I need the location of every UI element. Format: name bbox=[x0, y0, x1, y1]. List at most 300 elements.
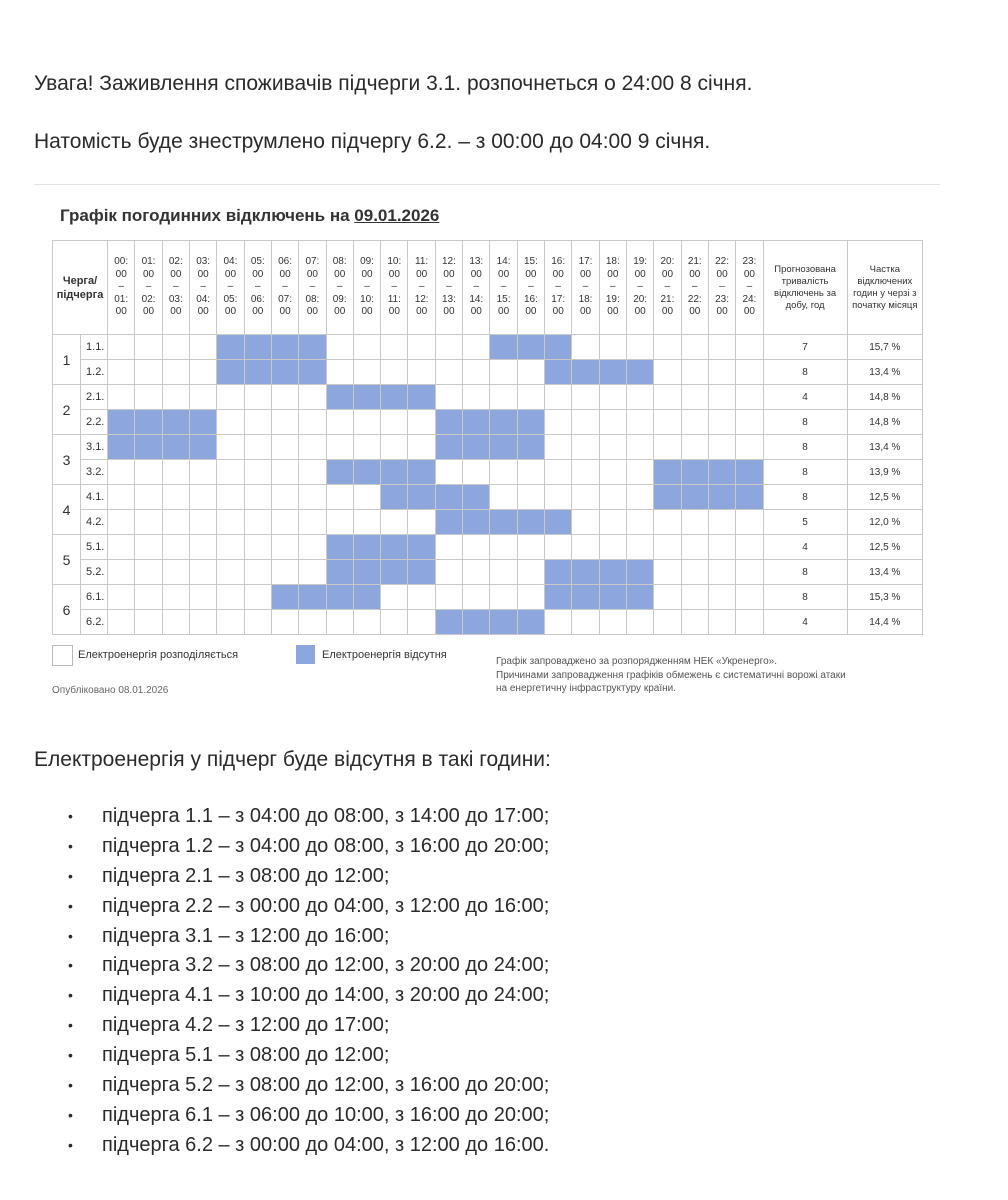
outage-text: підчерга 3.1 – з 12:00 до 16:00; bbox=[102, 924, 390, 947]
hour-cell-on bbox=[626, 485, 653, 510]
hour-header-part: – bbox=[719, 281, 725, 293]
hour-header-part: – bbox=[746, 281, 753, 293]
hour-header-part: 00 bbox=[115, 306, 127, 318]
hour-cell-on bbox=[463, 385, 490, 410]
hour-cell-on bbox=[326, 510, 353, 535]
hour-header-part: 00 bbox=[634, 268, 646, 280]
hour-header-part: 18: bbox=[605, 256, 620, 268]
hour-header-part: 12: bbox=[414, 293, 429, 305]
duration-cell: 8 bbox=[763, 485, 847, 510]
hour-cell-off bbox=[135, 410, 162, 435]
hour-cell-on bbox=[545, 460, 572, 485]
hour-cell-on bbox=[108, 535, 135, 560]
hour-cell-on bbox=[654, 360, 681, 385]
hour-cell-on bbox=[135, 385, 162, 410]
share-cell: 13,4 % bbox=[847, 360, 922, 385]
hour-header-part: 11: bbox=[387, 293, 401, 305]
hour-cell-on bbox=[654, 560, 681, 585]
list-item bbox=[68, 892, 549, 922]
share-cell: 12,5 % bbox=[847, 535, 922, 560]
hour-cell-on bbox=[626, 410, 653, 435]
hour-cell-on bbox=[654, 335, 681, 360]
hour-cell-on bbox=[490, 360, 517, 385]
hour-cell-off bbox=[435, 485, 462, 510]
share-cell: 12,0 % bbox=[847, 510, 922, 535]
subqueue-label: 6.1. bbox=[81, 585, 108, 610]
hour-cell-off bbox=[135, 435, 162, 460]
hour-header-part: 00 bbox=[579, 268, 592, 280]
hour-column-header bbox=[490, 241, 517, 335]
hour-cell-on bbox=[463, 585, 490, 610]
hour-cell-on bbox=[189, 510, 216, 535]
hour-cell-on bbox=[545, 435, 572, 460]
bullet-icon: • bbox=[68, 1077, 73, 1094]
hour-header-part: 05: bbox=[250, 256, 265, 268]
hour-cell-on bbox=[299, 535, 326, 560]
share-cell: 12,5 % bbox=[847, 485, 922, 510]
hour-cell-on bbox=[572, 335, 599, 360]
hour-header-part: 05: bbox=[223, 293, 238, 305]
hour-cell-off bbox=[408, 485, 435, 510]
hour-cell-on bbox=[599, 410, 626, 435]
hour-cell-off bbox=[517, 410, 544, 435]
hour-cell-on bbox=[353, 410, 380, 435]
share-cell: 14,8 % bbox=[847, 385, 922, 410]
hour-cell-on bbox=[408, 510, 435, 535]
hour-cell-off bbox=[244, 335, 271, 360]
hour-cell-on bbox=[490, 460, 517, 485]
hour-cell-off bbox=[299, 335, 326, 360]
hour-header-part: 00 bbox=[388, 268, 400, 280]
hour-cell-on bbox=[353, 360, 380, 385]
queue-group-label: 5 bbox=[53, 535, 81, 585]
table-row bbox=[53, 585, 923, 610]
hour-header-part: 00 bbox=[743, 268, 755, 280]
hour-cell-on bbox=[681, 360, 708, 385]
hour-cell-on bbox=[381, 410, 408, 435]
hour-cell-on bbox=[271, 560, 298, 585]
hour-cell-on bbox=[572, 460, 599, 485]
legend-off-label: Електроенергія відсутня bbox=[322, 649, 447, 661]
hour-cell-on bbox=[108, 335, 135, 360]
hour-header-part: 00 bbox=[416, 306, 428, 318]
outage-text: підчерга 6.2 – з 00:00 до 04:00, з 12:00 до 16:00. bbox=[102, 1133, 550, 1156]
hour-header-part: 00 bbox=[306, 268, 318, 280]
hour-header-part: 10: bbox=[387, 256, 402, 268]
hour-cell-on bbox=[217, 610, 244, 635]
hour-cell-off bbox=[681, 460, 708, 485]
table-row bbox=[53, 560, 923, 585]
hour-header-part: 00 bbox=[716, 306, 728, 318]
hour-cell-off bbox=[654, 460, 681, 485]
hour-header-part: 19: bbox=[633, 256, 648, 268]
table-row bbox=[53, 435, 923, 460]
list-item bbox=[68, 1131, 549, 1161]
hour-cell-on bbox=[162, 485, 189, 510]
hour-cell-off bbox=[162, 410, 189, 435]
hour-header-part: – bbox=[364, 281, 370, 293]
hour-cell-on bbox=[162, 360, 189, 385]
hour-cell-off bbox=[599, 560, 626, 585]
hour-header-part: 00 bbox=[552, 306, 564, 318]
footnote-line-2: Причинами запровадження графіків обмежень є систематичні ворожі атаки bbox=[496, 669, 846, 681]
hour-header-part: 00 bbox=[661, 306, 674, 318]
hour-cell-on bbox=[271, 535, 298, 560]
hour-header-part: – bbox=[118, 281, 124, 293]
hour-header-part: 14: bbox=[496, 256, 511, 268]
hour-cell-on bbox=[135, 585, 162, 610]
hour-cell-off bbox=[435, 410, 462, 435]
hour-header-part: 18: bbox=[578, 293, 593, 305]
hour-header-part: 00 bbox=[525, 268, 537, 280]
hour-column-header bbox=[435, 241, 462, 335]
hour-cell-on bbox=[517, 585, 544, 610]
hour-cell-on bbox=[490, 385, 517, 410]
hour-cell-on bbox=[626, 535, 653, 560]
hour-header-part: 00 bbox=[197, 306, 209, 318]
hour-cell-off bbox=[545, 360, 572, 385]
hour-cell-on bbox=[217, 560, 244, 585]
hour-cell-on bbox=[299, 385, 326, 410]
hour-cell-on bbox=[408, 335, 435, 360]
hour-cell-off bbox=[435, 510, 462, 535]
hour-cell-off bbox=[381, 560, 408, 585]
hour-cell-off bbox=[490, 510, 517, 535]
bullet-icon: • bbox=[68, 1047, 73, 1064]
hour-cell-off bbox=[490, 610, 517, 635]
hour-header-part: 09: bbox=[332, 293, 347, 305]
hour-cell-on bbox=[217, 535, 244, 560]
hour-cell-off bbox=[271, 585, 298, 610]
hour-cell-on bbox=[626, 435, 653, 460]
hour-cell-on bbox=[381, 335, 408, 360]
table-row bbox=[53, 335, 923, 360]
hour-cell-on bbox=[108, 360, 135, 385]
hour-column-header bbox=[135, 241, 162, 335]
hour-column-header bbox=[572, 241, 599, 335]
hour-header-part: 00 bbox=[470, 268, 482, 280]
notice-text-2: Натомість буде знеструмлено підчергу 6.2. – з 00:00 до 04:00 9 січня. bbox=[34, 130, 711, 153]
hour-header-part: 00 bbox=[334, 268, 346, 280]
hour-header-part: 06: bbox=[250, 293, 265, 305]
subqueue-label: 6.2. bbox=[81, 610, 108, 635]
hour-header-part: 15: bbox=[523, 256, 538, 268]
hour-header-part: – bbox=[473, 281, 480, 293]
hour-cell-on bbox=[135, 335, 162, 360]
hour-header-part: – bbox=[582, 281, 589, 293]
share-cell: 14,4 % bbox=[847, 610, 922, 635]
hour-cell-on bbox=[654, 410, 681, 435]
outage-text: підчерга 5.1 – з 08:00 до 12:00; bbox=[102, 1044, 390, 1067]
hour-cell-off bbox=[517, 610, 544, 635]
duration-cell: 4 bbox=[763, 535, 847, 560]
hour-header-part: 20: bbox=[660, 256, 675, 268]
share-cell: 13,4 % bbox=[847, 560, 922, 585]
outage-text: підчерга 5.2 – з 08:00 до 12:00, з 16:00 до 20:00; bbox=[102, 1074, 550, 1097]
legend-on-label: Електроенергія розподіляється bbox=[78, 649, 239, 661]
hour-header-part: 00 bbox=[142, 306, 155, 318]
hour-cell-off bbox=[736, 485, 763, 510]
hour-cell-on bbox=[517, 485, 544, 510]
hour-cell-on bbox=[435, 560, 462, 585]
hour-cell-on bbox=[299, 435, 326, 460]
hour-header-part: 22: bbox=[715, 256, 730, 268]
hour-column-header bbox=[545, 241, 572, 335]
hour-cell-off bbox=[408, 560, 435, 585]
hour-cell-off bbox=[299, 360, 326, 385]
hour-header-part: – bbox=[282, 281, 288, 293]
hour-cell-on bbox=[708, 510, 735, 535]
duration-cell: 8 bbox=[763, 460, 847, 485]
hour-cell-on bbox=[435, 385, 462, 410]
list-item bbox=[68, 1071, 549, 1101]
hour-cell-off bbox=[435, 435, 462, 460]
hour-header-part: 16: bbox=[523, 293, 538, 305]
hour-header-part: 23: bbox=[715, 293, 730, 305]
hour-cell-on bbox=[326, 435, 353, 460]
hour-column-header bbox=[108, 241, 135, 335]
hour-cell-on bbox=[681, 335, 708, 360]
hour-cell-on bbox=[135, 510, 162, 535]
table-row bbox=[53, 360, 923, 385]
hour-cell-off bbox=[217, 360, 244, 385]
hour-column-header bbox=[244, 241, 271, 335]
bullet-icon: • bbox=[68, 957, 73, 974]
hour-cell-on bbox=[599, 385, 626, 410]
hour-header-part: 00 bbox=[689, 306, 701, 318]
hour-cell-on bbox=[708, 585, 735, 610]
duration-cell: 8 bbox=[763, 410, 847, 435]
hour-cell-on bbox=[736, 335, 763, 360]
hour-column-header bbox=[681, 241, 708, 335]
hour-cell-on bbox=[681, 435, 708, 460]
hour-cell-on bbox=[435, 585, 462, 610]
hour-header-part: 00 bbox=[279, 306, 291, 318]
outage-text: підчерга 2.2 – з 00:00 до 04:00, з 12:00 до 16:00; bbox=[102, 894, 550, 917]
hour-cell-off bbox=[326, 585, 353, 610]
hour-cell-on bbox=[299, 410, 326, 435]
hour-header-part: 00 bbox=[443, 268, 455, 280]
hour-cell-off bbox=[545, 335, 572, 360]
hour-cell-on bbox=[490, 585, 517, 610]
duration-cell: 5 bbox=[763, 510, 847, 535]
hour-cell-on bbox=[299, 510, 326, 535]
hour-cell-on bbox=[408, 410, 435, 435]
hour-column-header bbox=[189, 241, 216, 335]
hour-header-part: 00 bbox=[416, 268, 428, 280]
hour-header-part: 08: bbox=[305, 293, 320, 305]
hour-cell-on bbox=[381, 360, 408, 385]
hour-cell-on bbox=[736, 435, 763, 460]
hour-cell-on bbox=[599, 460, 626, 485]
hour-header-part: 00 bbox=[443, 306, 455, 318]
hour-cell-on bbox=[326, 335, 353, 360]
hour-header-part: 00 bbox=[498, 306, 510, 318]
duration-column-header: Прогнозована тривалість відключень за добу, год bbox=[763, 241, 847, 335]
hour-header-part: 00 bbox=[579, 306, 592, 318]
hour-cell-off bbox=[463, 610, 490, 635]
bullet-icon: • bbox=[68, 837, 73, 854]
hour-cell-on bbox=[217, 485, 244, 510]
subqueue-label: 5.2. bbox=[81, 560, 108, 585]
hour-cell-on bbox=[736, 410, 763, 435]
bullet-icon: • bbox=[68, 897, 73, 914]
hour-cell-off bbox=[517, 510, 544, 535]
hour-cell-on bbox=[736, 385, 763, 410]
hour-cell-on bbox=[572, 535, 599, 560]
hour-cell-off bbox=[108, 435, 135, 460]
hour-cell-on bbox=[299, 560, 326, 585]
hour-header-part: – bbox=[200, 281, 206, 293]
duration-cell: 4 bbox=[763, 610, 847, 635]
hour-header-part: 21: bbox=[687, 256, 702, 268]
hour-cell-on bbox=[299, 485, 326, 510]
hour-header-part: 01: bbox=[114, 293, 129, 305]
hour-column-header bbox=[654, 241, 681, 335]
outage-text: підчерга 6.1 – з 06:00 до 10:00, з 16:00 до 20:00; bbox=[102, 1103, 550, 1126]
share-cell: 15,7 % bbox=[847, 335, 922, 360]
hour-cell-off bbox=[408, 460, 435, 485]
hour-cell-off bbox=[271, 335, 298, 360]
hour-cell-on bbox=[244, 385, 271, 410]
hour-column-header bbox=[353, 241, 380, 335]
hour-header-part: 00 bbox=[361, 268, 373, 280]
legend-on-swatch bbox=[52, 645, 73, 666]
hour-column-header bbox=[517, 241, 544, 335]
hour-cell-off bbox=[545, 510, 572, 535]
hour-cell-on bbox=[490, 485, 517, 510]
hour-header-part: – bbox=[391, 281, 398, 293]
hour-cell-on bbox=[599, 535, 626, 560]
table-row bbox=[53, 510, 923, 535]
notice-text-1: Увага! Заживлення споживачів підчерги 3.1. розпочнеться о 24:00 8 січня. bbox=[34, 72, 753, 95]
hour-cell-on bbox=[681, 410, 708, 435]
table-row bbox=[53, 385, 923, 410]
hour-cell-on bbox=[162, 535, 189, 560]
hour-cell-on bbox=[189, 335, 216, 360]
table-row bbox=[53, 535, 923, 560]
hour-cell-on bbox=[271, 510, 298, 535]
table-row bbox=[53, 610, 923, 635]
list-item bbox=[68, 862, 549, 892]
hour-header-part: – bbox=[610, 281, 616, 293]
hour-cell-on bbox=[736, 585, 763, 610]
hour-cell-off bbox=[490, 435, 517, 460]
published-date: Опубліковано 08.01.2026 bbox=[52, 685, 169, 696]
hour-cell-on bbox=[517, 535, 544, 560]
hour-cell-on bbox=[545, 410, 572, 435]
hour-cell-off bbox=[545, 560, 572, 585]
outage-text: підчерга 1.2 – з 04:00 до 08:00, з 16:00 до 20:00; bbox=[102, 834, 550, 857]
hour-cell-on bbox=[244, 585, 271, 610]
hour-cell-off bbox=[463, 435, 490, 460]
hour-cell-on bbox=[435, 335, 462, 360]
hour-header-part: 19: bbox=[605, 293, 620, 305]
hour-header-part: 08: bbox=[332, 256, 347, 268]
hour-cell-off bbox=[326, 560, 353, 585]
hour-header-part: – bbox=[418, 281, 425, 293]
hour-header-part: 13: bbox=[442, 293, 456, 305]
hour-cell-on bbox=[189, 560, 216, 585]
hour-cell-on bbox=[408, 610, 435, 635]
hour-cell-on bbox=[408, 585, 435, 610]
hour-cell-on bbox=[490, 535, 517, 560]
hour-header-part: – bbox=[555, 281, 561, 293]
hour-header-part: – bbox=[336, 281, 343, 293]
hour-cell-on bbox=[162, 585, 189, 610]
hour-cell-on bbox=[244, 610, 271, 635]
hour-header-part: 00 bbox=[552, 268, 564, 280]
outage-text: підчерга 3.2 – з 08:00 до 12:00, з 20:00 до 24:00; bbox=[102, 954, 550, 977]
hour-cell-on bbox=[654, 435, 681, 460]
hour-header-part: – bbox=[664, 281, 671, 293]
list-item bbox=[68, 981, 549, 1011]
hour-cell-on bbox=[572, 510, 599, 535]
hour-cell-off bbox=[162, 435, 189, 460]
hour-header-part: 01: bbox=[141, 256, 156, 268]
hour-cell-on bbox=[189, 360, 216, 385]
hour-cell-on bbox=[244, 560, 271, 585]
list-item bbox=[68, 1011, 549, 1041]
hour-cell-on bbox=[189, 385, 216, 410]
bullet-icon: • bbox=[68, 987, 73, 1004]
hour-cell-on bbox=[572, 385, 599, 410]
hour-header-part: 20: bbox=[633, 293, 648, 305]
hour-cell-on bbox=[572, 435, 599, 460]
hour-column-header bbox=[708, 241, 735, 335]
share-column-header: Частка відключених годин у черзі з початку місяця bbox=[847, 241, 922, 335]
hour-column-header bbox=[381, 241, 408, 335]
hour-header-part: 00 bbox=[634, 306, 646, 318]
hour-header-part: 00 bbox=[252, 306, 264, 318]
hour-cell-on bbox=[244, 410, 271, 435]
schedule-title bbox=[60, 206, 439, 226]
hour-cell-on bbox=[463, 535, 490, 560]
hour-cell-on bbox=[162, 560, 189, 585]
queue-group-label: 1 bbox=[53, 335, 81, 385]
hour-cell-off bbox=[353, 560, 380, 585]
hour-cell-on bbox=[299, 460, 326, 485]
hour-cell-off bbox=[599, 360, 626, 385]
hour-header-part: 00 bbox=[470, 306, 482, 318]
hour-cell-off bbox=[572, 585, 599, 610]
hour-header-part: 00 bbox=[170, 268, 182, 280]
queue-group-label: 3 bbox=[53, 435, 81, 485]
hour-cell-on bbox=[545, 535, 572, 560]
hour-column-header bbox=[736, 241, 763, 335]
hour-header-part: 00 bbox=[224, 306, 237, 318]
hour-cell-on bbox=[244, 485, 271, 510]
hour-header-part: 00 bbox=[197, 268, 209, 280]
schedule-table bbox=[52, 240, 923, 635]
share-cell: 15,3 % bbox=[847, 585, 922, 610]
hour-header-part: 00 bbox=[607, 306, 619, 318]
hour-header-part: 10: bbox=[360, 293, 374, 305]
hour-cell-on bbox=[189, 585, 216, 610]
hour-cell-on bbox=[599, 610, 626, 635]
hour-column-header bbox=[626, 241, 653, 335]
hour-header-part: 12: bbox=[442, 256, 456, 268]
hour-cell-on bbox=[654, 510, 681, 535]
hour-cell-off bbox=[490, 410, 517, 435]
hour-cell-on bbox=[654, 610, 681, 635]
hour-cell-on bbox=[244, 535, 271, 560]
hour-cell-on bbox=[189, 485, 216, 510]
hour-cell-on bbox=[326, 485, 353, 510]
hour-cell-on bbox=[135, 535, 162, 560]
hour-cell-off bbox=[108, 410, 135, 435]
hour-header-part: – bbox=[691, 281, 698, 293]
